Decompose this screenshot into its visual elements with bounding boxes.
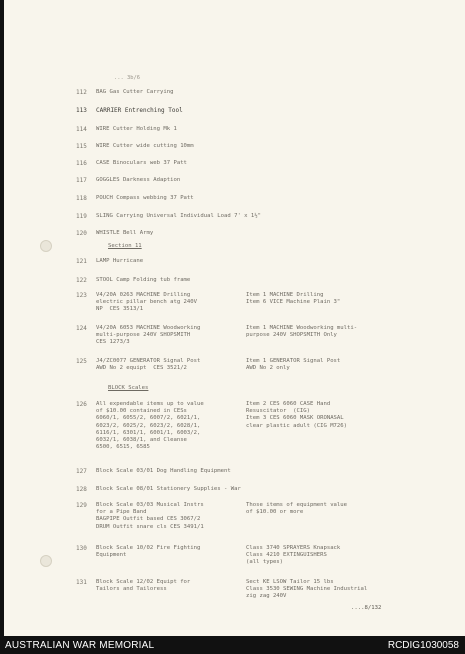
item-description <box>96 468 231 475</box>
continuation-marker: ....8/132 <box>351 605 382 611</box>
note-line: (all types) <box>246 559 284 566</box>
description-line: WIRE Cutter wide cutting 10mm <box>96 143 194 149</box>
item-description <box>96 230 153 237</box>
item-number: 119 <box>76 213 87 220</box>
note-line: Item 1 MACHINE Woodworking multi- <box>246 325 358 331</box>
item-number: 116 <box>76 160 87 167</box>
item-number: 113 <box>76 107 87 114</box>
section-heading: Section 11 <box>108 243 142 249</box>
item-description <box>96 401 204 451</box>
item-description <box>96 325 200 347</box>
description-line: CASE Binoculars web 37 Patt <box>96 160 187 166</box>
description-line: electric pillar bench atg 240V <box>96 299 198 306</box>
note-line: Resuscitator (CIG) <box>246 408 310 415</box>
description-line: Block Scale 08/01 Stationery Supplies - War <box>96 486 241 492</box>
item-description <box>96 143 194 150</box>
note-line: Those items of equipment value <box>246 502 348 508</box>
description-line: LAMP Hurricane <box>96 258 144 264</box>
item-number: 124 <box>76 325 87 332</box>
item-number: 129 <box>76 502 87 509</box>
description-line: V4/20A 0263 MACHINE Drilling <box>96 292 191 298</box>
description-line: CARRIER Entrenching Tool <box>96 107 183 114</box>
section-heading: BLOCK Scales <box>108 385 149 391</box>
item-note <box>246 358 340 372</box>
item-number: 125 <box>76 358 87 365</box>
description-line: 6116/1, 6301/1, 6001/1, 6003/2, <box>96 429 201 436</box>
description-line: Block Scale 03/03 Musical Instrs <box>96 502 204 508</box>
description-line: All expendable items up to value <box>96 401 204 407</box>
punch-hole <box>40 555 52 567</box>
item-description <box>96 579 190 593</box>
description-line: V4/20A 6053 MACHINE Woodworking <box>96 325 201 331</box>
description-line: WHISTLE Bell Army <box>96 230 154 236</box>
description-line: Tailors and Tailoress <box>96 586 167 593</box>
item-description <box>96 107 183 114</box>
item-description <box>96 358 200 372</box>
note-line: Item 2 CES 6060 CASE Hand <box>246 401 331 407</box>
description-line: 6060/1, 6055/2, 6007/2, 6021/1, <box>96 415 201 422</box>
note-line: purpose 240V SHOPSMITH Only <box>246 332 337 339</box>
item-description <box>96 195 194 202</box>
item-description <box>96 89 173 96</box>
item-description <box>96 292 197 314</box>
description-line: for a Pipe Band <box>96 509 147 516</box>
item-number: 130 <box>76 545 87 552</box>
item-note <box>246 579 367 601</box>
document-page <box>4 0 465 636</box>
description-line: STOOL Camp Folding tub frame <box>96 277 191 283</box>
item-number: 115 <box>76 143 87 150</box>
note-line: Class 4210 EXTINGUISHERS <box>246 552 327 559</box>
description-line: BAG Gas Cutter Carrying <box>96 89 174 95</box>
note-line: Item 6 VICE Machine Plain 3" <box>246 299 341 306</box>
item-note <box>246 502 347 516</box>
description-line: J4/ZC0077 GENERATOR Signal Post <box>96 358 201 364</box>
item-description <box>96 502 204 531</box>
item-number: 118 <box>76 195 87 202</box>
item-description <box>96 277 190 284</box>
item-description <box>96 160 187 167</box>
note-line: zig zag 240V <box>246 593 287 600</box>
description-line: 6500, 6515, 6585 <box>96 444 150 451</box>
footer-institution: AUSTRALIAN WAR MEMORIAL <box>5 640 155 651</box>
item-description <box>96 486 241 493</box>
item-number: 121 <box>76 258 87 265</box>
footer-record-id: RCDIG1030058 <box>387 640 459 651</box>
description-line: GOGGLES Darkness Adaption <box>96 177 181 183</box>
note-line: Class 3740 SPRAYERS Knapsack <box>246 545 341 551</box>
item-description <box>96 258 143 265</box>
description-line: 6032/1, 6038/1, and Cleanse <box>96 437 187 444</box>
item-note <box>246 545 340 567</box>
item-description <box>96 177 180 184</box>
item-description <box>96 545 200 559</box>
description-line: Block Scale 03/01 Dog Handling Equipment <box>96 468 231 474</box>
footer-bar <box>0 636 465 654</box>
note-line: clear plastic adult (CIG M726) <box>246 422 348 429</box>
item-description <box>96 126 177 133</box>
punch-hole <box>40 240 52 252</box>
item-note <box>246 292 340 306</box>
item-number: 122 <box>76 277 87 284</box>
note-line: Class 3530 SEWING Machine Industrial <box>246 586 368 593</box>
description-line: Equipment <box>96 552 127 559</box>
note-line: Item 3 CES 6060 MASK ORONASAL <box>246 415 344 422</box>
description-line: CES 1273/3 <box>96 339 130 346</box>
description-line: BAGPIPE Outfit based CES 3067/2 <box>96 516 201 523</box>
item-number: 128 <box>76 486 87 493</box>
description-line: SLING Carrying Universal Individual Load 7' x 1½" <box>96 213 262 219</box>
note-line: Item 1 MACHINE Drilling <box>246 292 324 298</box>
description-line: WIRE Cutter Holding Mk 1 <box>96 126 177 132</box>
description-line: POUCH Compass webbing 37 Patt <box>96 195 194 201</box>
description-line: Block Scale 12/02 Equipt for <box>96 579 191 585</box>
item-note <box>246 401 347 430</box>
item-number: 131 <box>76 579 87 586</box>
item-number: 123 <box>76 292 87 299</box>
item-description <box>96 213 261 220</box>
note-line: AWD No 2 only <box>246 365 290 372</box>
note-line: of $10.00 or more <box>246 509 304 516</box>
item-number: 127 <box>76 468 87 475</box>
description-line: Block Scale 10/02 Fire Fighting <box>96 545 201 551</box>
description-line: AWD No 2 equipt CES 3521/2 <box>96 365 187 372</box>
item-number: 120 <box>76 230 87 237</box>
item-number: 117 <box>76 177 87 184</box>
description-line: multi-purpose 240V SHOPSMITH <box>96 332 191 339</box>
item-number: 126 <box>76 401 87 408</box>
description-line: DRUM Outfit snare cls CES 3491/1 <box>96 523 204 530</box>
page-header: ... 3b/6 <box>114 75 140 81</box>
description-line: 6023/2, 6025/2, 6023/2, 6028/1, <box>96 422 201 429</box>
item-number: 112 <box>76 89 87 96</box>
note-line: Item 1 GENERATOR Signal Post <box>246 358 341 364</box>
description-line: of $10.00 contained in CESs <box>96 408 187 415</box>
description-line: NP CES 3513/1 <box>96 306 144 313</box>
item-note <box>246 325 357 339</box>
item-number: 114 <box>76 126 87 133</box>
note-line: Sect KE LSOW Tailor 15 lbs <box>246 579 334 585</box>
